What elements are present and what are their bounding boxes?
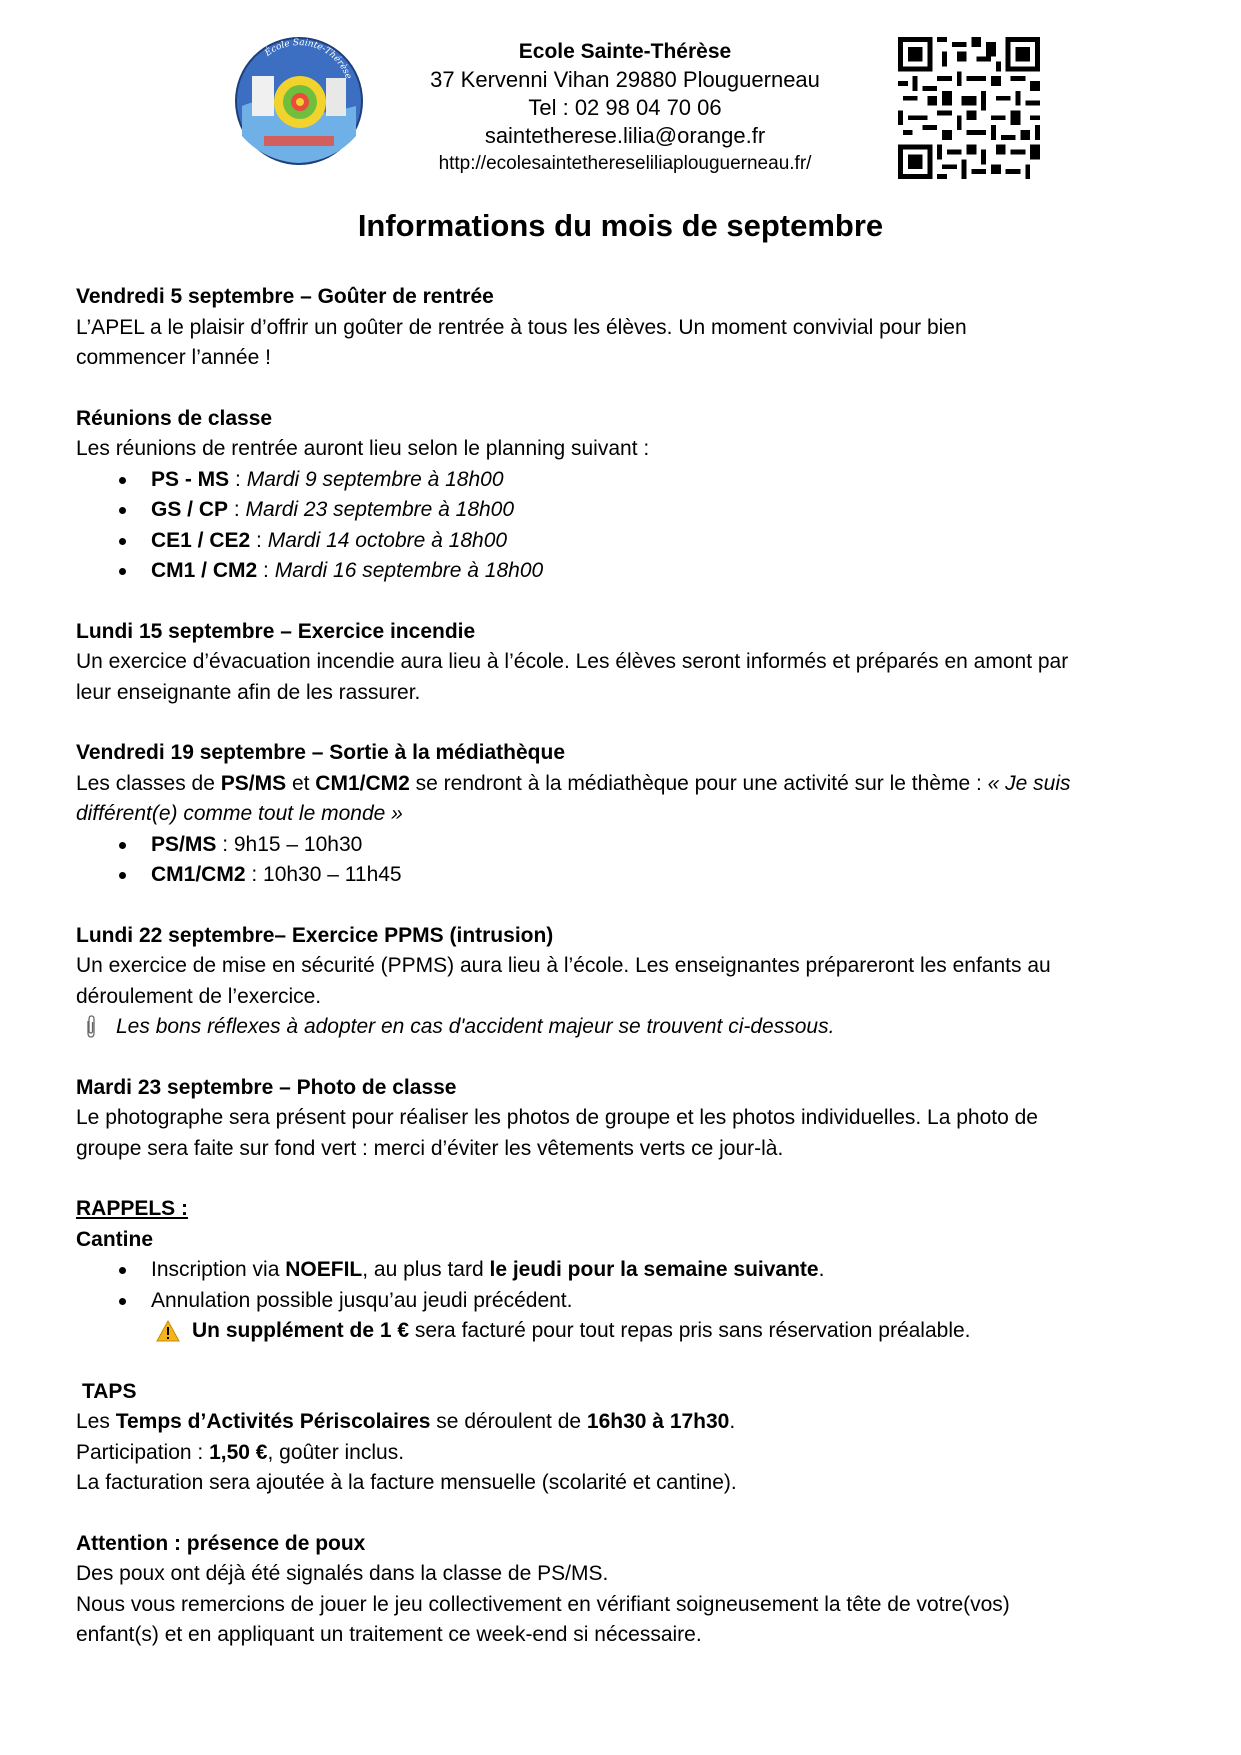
- cantine-warning: [76, 1316, 1176, 1347]
- text: , goûter inclus.: [267, 1440, 405, 1464]
- class-name: GS / CP: [151, 498, 229, 521]
- school-header: [390, 38, 860, 178]
- list-item: [76, 465, 1176, 496]
- paperclip-icon: [84, 1015, 98, 1039]
- meeting-date: Mardi 23 septembre à 18h00: [245, 498, 515, 521]
- list-item: [76, 556, 1176, 587]
- mediatheque-line-1: [76, 769, 1176, 800]
- separator: :: [250, 528, 268, 552]
- text: .: [729, 1410, 736, 1433]
- subheading-cantine: Cantine: [76, 1227, 154, 1251]
- qr-code: [898, 35, 1040, 181]
- subheading-taps: TAPS: [82, 1379, 137, 1403]
- section-heading-poux: Attention : présence de poux: [76, 1531, 366, 1555]
- school-email: saintetherese.lilia@orange.fr: [484, 123, 766, 148]
- section-heading-incendie: Lundi 15 septembre – Exercice incendie: [76, 619, 476, 643]
- reunions-intro: Les réunions de rentrée auront lieu selon le planning suivant :: [76, 437, 650, 460]
- text-bold: le jeudi pour la semaine suivante: [489, 1258, 819, 1281]
- taps-line-3: La facturation sera ajoutée à la facture mensuelle (scolarité et cantine).: [76, 1471, 737, 1494]
- text: Les: [76, 1410, 116, 1433]
- photo-line-2: groupe sera faite sur fond vert : merci d’éviter les vêtements verts ce jour-là.: [76, 1136, 784, 1160]
- list-item: [76, 830, 1176, 861]
- section-heading-photo: Mardi 23 septembre – Photo de classe: [76, 1075, 457, 1099]
- list-item: [76, 860, 1176, 891]
- separator: :: [229, 467, 247, 491]
- text-bold: Un supplément de 1 €: [192, 1319, 410, 1342]
- section-heading-mediatheque: Vendredi 19 septembre – Sortie à la médiathèque: [76, 741, 566, 764]
- mediatheque-list: [76, 830, 1176, 891]
- list-item: [76, 526, 1176, 557]
- warning-icon: [156, 1320, 180, 1342]
- class-name: CE1 / CE2: [151, 528, 251, 552]
- page-title: Informations du mois de septembre: [357, 208, 884, 243]
- text: .: [818, 1258, 825, 1281]
- gouter-line-2: commencer l’année !: [76, 346, 271, 369]
- class-name: CM1/CM2: [151, 863, 246, 886]
- meeting-date: Mardi 14 octobre à 18h00: [267, 528, 508, 552]
- section-heading-ppms: Lundi 22 septembre– Exercice PPMS (intrusion): [76, 923, 554, 947]
- text: et: [286, 771, 316, 795]
- text: , au plus tard: [362, 1258, 490, 1281]
- list-item: [76, 1286, 1176, 1317]
- section-heading-reunions: Réunions de classe: [76, 406, 273, 430]
- school-website: http://ecolesaintethereseliliaplouguerneau.fr/: [438, 153, 812, 174]
- reunions-list: [76, 465, 1176, 587]
- text: Annulation possible jusqu’au jeudi précédent.: [151, 1288, 573, 1312]
- photo-line-1: Le photographe sera présent pour réaliser les photos de groupe et les photos individuelles. La photo de: [76, 1106, 1038, 1129]
- text-bold: 16h30 à 17h30: [586, 1410, 730, 1433]
- school-phone: Tel : 02 98 04 70 06: [528, 95, 722, 120]
- text: se déroulent de: [430, 1410, 587, 1433]
- ppms-line-2: déroulement de l’exercice.: [76, 984, 322, 1008]
- list-item: [76, 1255, 1176, 1286]
- text: Les classes de: [76, 771, 221, 795]
- text: se rendront à la médiathèque pour une activité sur le thème :: [409, 771, 988, 795]
- cantine-list: [76, 1255, 1176, 1316]
- class-name: CM1 / CM2: [151, 559, 258, 582]
- section-heading-rappels: RAPPELS :: [76, 1197, 189, 1220]
- incendie-line-2: leur enseignante afin de les rassurer.: [76, 680, 421, 704]
- section-heading-gouter: Vendredi 5 septembre – Goûter de rentrée: [76, 285, 494, 308]
- text: Participation :: [76, 1440, 210, 1464]
- class-name: PS/MS: [151, 832, 217, 856]
- class-name: PS/MS: [220, 771, 287, 795]
- text: Inscription via: [151, 1258, 286, 1281]
- poux-line-3: enfant(s) et en appliquant un traitement ce week-end si nécessaire.: [76, 1623, 702, 1646]
- list-item: [76, 495, 1176, 526]
- school-address: 37 Kervenni Vihan 29880 Plouguerneau: [430, 67, 820, 92]
- text: sera facturé pour tout repas pris sans réservation préalable.: [409, 1319, 971, 1342]
- gouter-line-1: L’APEL a le plaisir d’offrir un goûter de rentrée à tous les élèves. Un moment convivial pour bien: [76, 315, 967, 339]
- text-bold: NOEFIL: [285, 1258, 363, 1281]
- poux-line-2: Nous vous remercions de jouer le jeu collectivement en vérifiant soigneusement la tête de votre(vos): [76, 1592, 1010, 1616]
- theme-quote: « Je suis: [987, 771, 1071, 795]
- ppms-note: [76, 1012, 1176, 1043]
- mediatheque-line-2: différent(e) comme tout le monde »: [76, 802, 403, 825]
- taps-line-2: [76, 1438, 1176, 1469]
- poux-line-1: Des poux ont déjà été signalés dans la classe de PS/MS.: [76, 1562, 609, 1585]
- school-logo: [234, 36, 364, 166]
- separator: :: [228, 498, 246, 521]
- text-bold: 1,50 €: [209, 1440, 268, 1464]
- text-bold: Temps d’Activités Périscolaires: [115, 1410, 431, 1433]
- time-slot: : 10h30 – 11h45: [245, 863, 402, 886]
- ppms-note-text: Les bons réflexes à adopter en cas d'accident majeur se trouvent ci-dessous.: [116, 1015, 835, 1038]
- incendie-line-1: Un exercice d’évacuation incendie aura lieu à l’école. Les élèves seront informés et préparés en amont par: [76, 650, 1069, 673]
- class-name: CM1/CM2: [315, 771, 410, 795]
- meeting-date: Mardi 9 septembre à 18h00: [246, 467, 504, 491]
- school-name: Ecole Sainte-Thérèse: [518, 40, 732, 63]
- ppms-line-1: Un exercice de mise en sécurité (PPMS) aura lieu à l’école. Les enseignantes prépareront les enfants au: [76, 954, 1051, 977]
- logo-text: École Sainte-Thérèse: [263, 37, 354, 81]
- taps-line-1: [76, 1407, 1176, 1438]
- time-slot: : 9h15 – 10h30: [216, 832, 363, 856]
- document-body: [76, 282, 1176, 1651]
- meeting-date: Mardi 16 septembre à 18h00: [274, 559, 544, 582]
- separator: :: [257, 559, 275, 582]
- class-name: PS - MS: [151, 467, 230, 491]
